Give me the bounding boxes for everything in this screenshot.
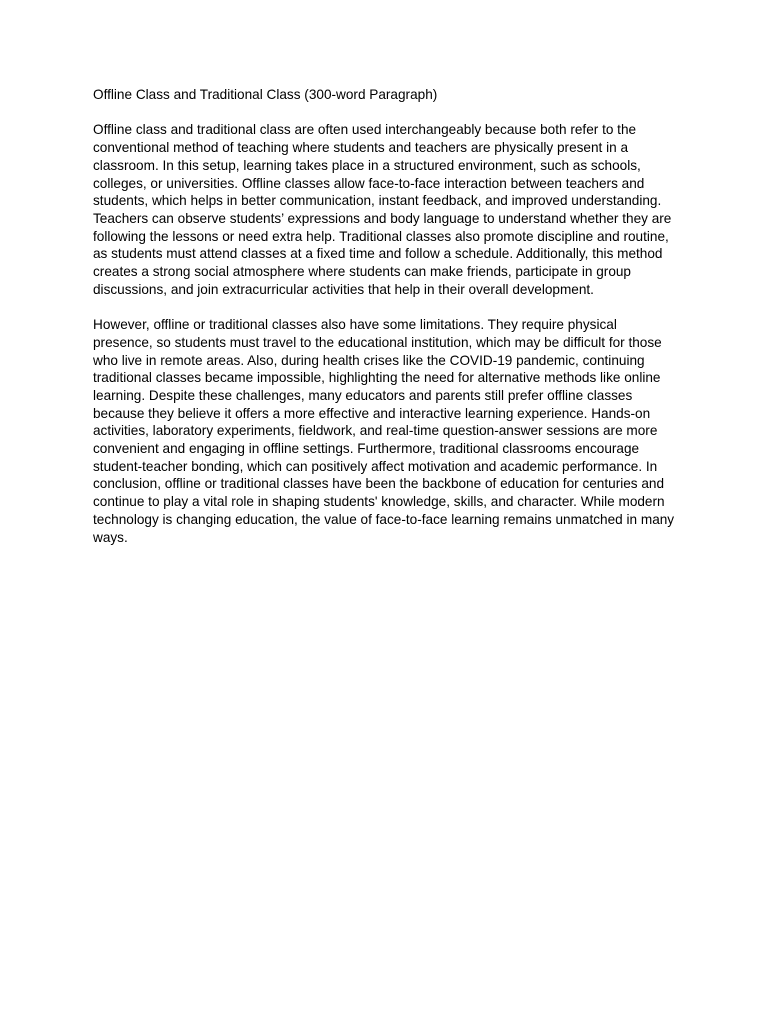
paragraph-2: However, offline or traditional classes also have some limitations. They require physical presence, so students must travel to the educational institution, which may be difficult for those who live in remote areas. Also, during health crises like the COVID-19 pandemic, continuing traditional classes became impossible, highlighting the need for alternative methods like online learning. Despite these challenges, many educators and parents still prefer offline classes because they believe it offers a more effective and interactive learning experience. Hands-on activities, laboratory experiments, fieldwork, and real-time question-answer sessions are more convenient and engaging in offline settings. Furthermore, traditional classrooms encourage student-teacher bonding, which can positively affect motivation and academic performance. In conclusion, offline or traditional classes have been the backbone of education for centuries and continue to play a vital role in shaping students' knowledge, skills, and character. While modern technology is changing education, the value of face-to-face learning remains unmatched in many ways. — [93, 317, 675, 545]
paragraph-1: Offline class and traditional class are often used interchangeably because both refer to the conventional method of teaching where students and teachers are physically present in a classroom. In this setup, learning takes place in a structured environment, such as schools, colleges, or universities. Offline classes allow face-to-face interaction between teachers and students, which helps in better communication, instant feedback, and improved understanding. Teachers can observe students’ expressions and body language to understand whether they are following the lessons or need extra help. Traditional classes also promote discipline and routine, as students must attend classes at a fixed time and follow a schedule. Additionally, this method creates a strong social atmosphere where students can make friends, participate in group discussions, and join extracurricular activities that help in their overall development. — [93, 122, 672, 297]
document-title: Offline Class and Traditional Class (300-word Paragraph) — [93, 87, 438, 102]
document-body — [93, 86, 678, 564]
